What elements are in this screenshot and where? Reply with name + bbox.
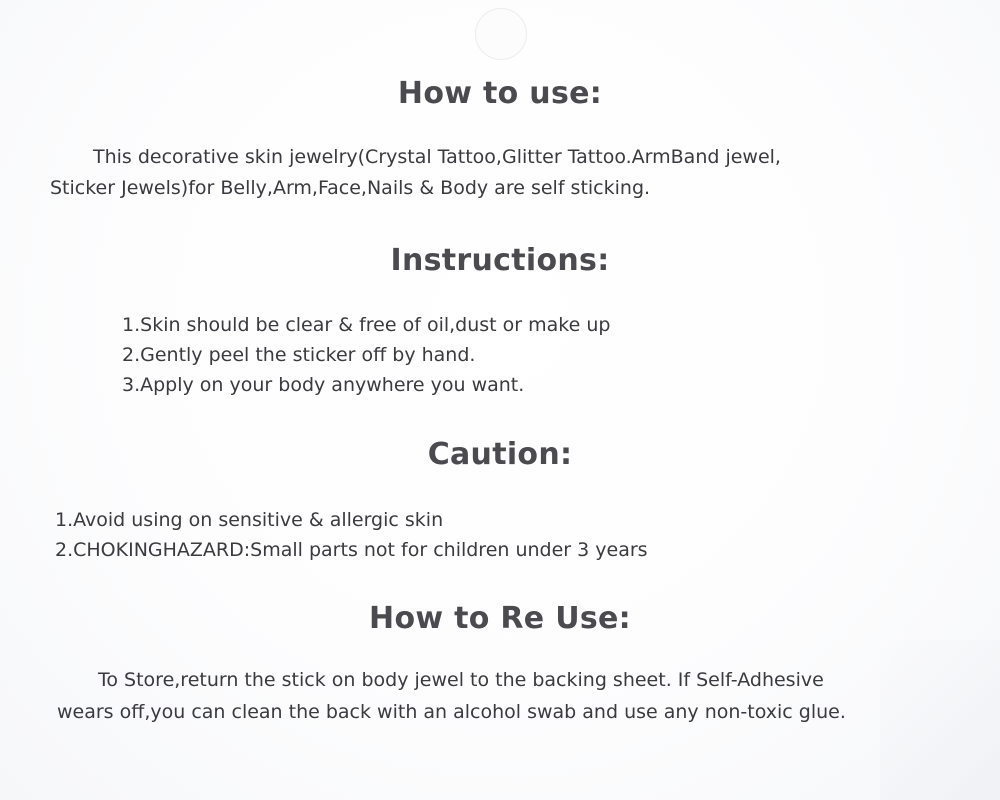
hang-hole (475, 8, 527, 60)
instruction-item: 3.Apply on your body anywhere you want. (122, 374, 525, 396)
instruction-item: 2.Gently peel the sticker off by hand. (122, 344, 476, 366)
reuse-line-1: To Store,return the stick on body jewel to the backing sheet. If Self-Adhesive (98, 669, 824, 691)
caution-item: 1.Avoid using on sensitive & allergic skin (55, 509, 444, 531)
caution-heading: Caution: (427, 437, 573, 472)
how-to-use-line-2: Sticker Jewels)for Belly,Arm,Face,Nails & Body are self sticking. (50, 177, 651, 199)
how-to-use-line-1: This decorative skin jewelry(Crystal Tattoo,Glitter Tattoo.ArmBand jewel, (93, 146, 781, 168)
reuse-line-2: wears off,you can clean the back with an alcohol swab and use any non-toxic glue. (57, 701, 846, 723)
instruction-item: 1.Skin should be clear & free of oil,dust or make up (122, 314, 611, 336)
caution-list (55, 505, 648, 565)
caution-item: 2.CHOKINGHAZARD:Small parts not for children under 3 years (55, 539, 648, 561)
how-to-use-heading: How to use: (397, 76, 603, 111)
instructions-list (122, 310, 610, 400)
reuse-heading: How to Re Use: (369, 601, 631, 636)
plastic-sheen (880, 640, 1000, 800)
instructions-heading: Instructions: (390, 243, 610, 278)
